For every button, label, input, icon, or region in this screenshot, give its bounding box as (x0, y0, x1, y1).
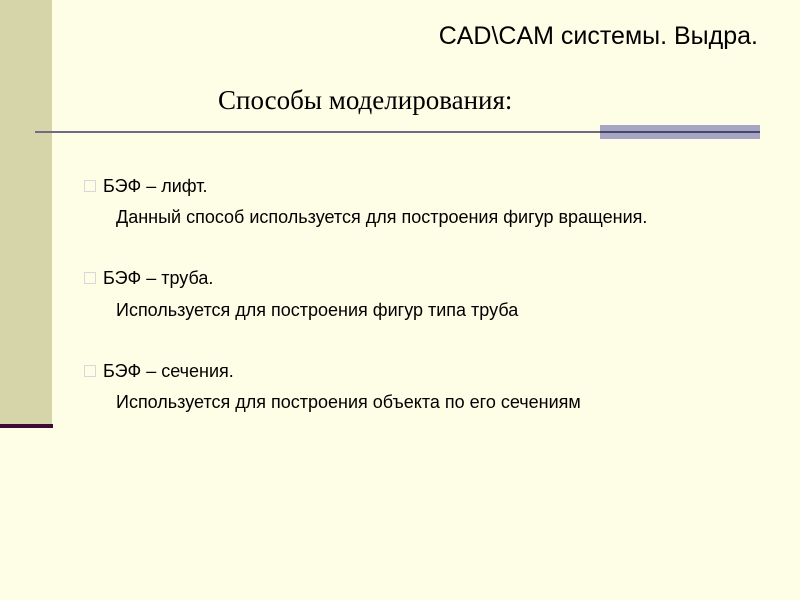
bullet-square-icon (84, 272, 96, 284)
bullet-description: Используется для построения фигур типа труба (116, 300, 519, 320)
bullet-title: БЭФ – сечения. (103, 361, 234, 381)
bullet-item-sections (84, 361, 234, 382)
bullet-item-lift (84, 176, 207, 197)
bullet-title: БЭФ – труба. (103, 268, 214, 288)
bullet-description: Используется для построения объекта по его сечениям (116, 392, 581, 412)
bullet-description: Данный способ используется для построения фигур вращения. (116, 207, 648, 227)
header-title: CAD\CAM системы. Выдра. (438, 22, 758, 50)
bullet-square-icon (84, 180, 96, 192)
bullet-square-icon (84, 365, 96, 377)
bullet-item-pipe (84, 268, 213, 289)
bullet-title: БЭФ – лифт. (103, 176, 208, 196)
slide-subtitle: Способы моделирования: (218, 85, 513, 115)
